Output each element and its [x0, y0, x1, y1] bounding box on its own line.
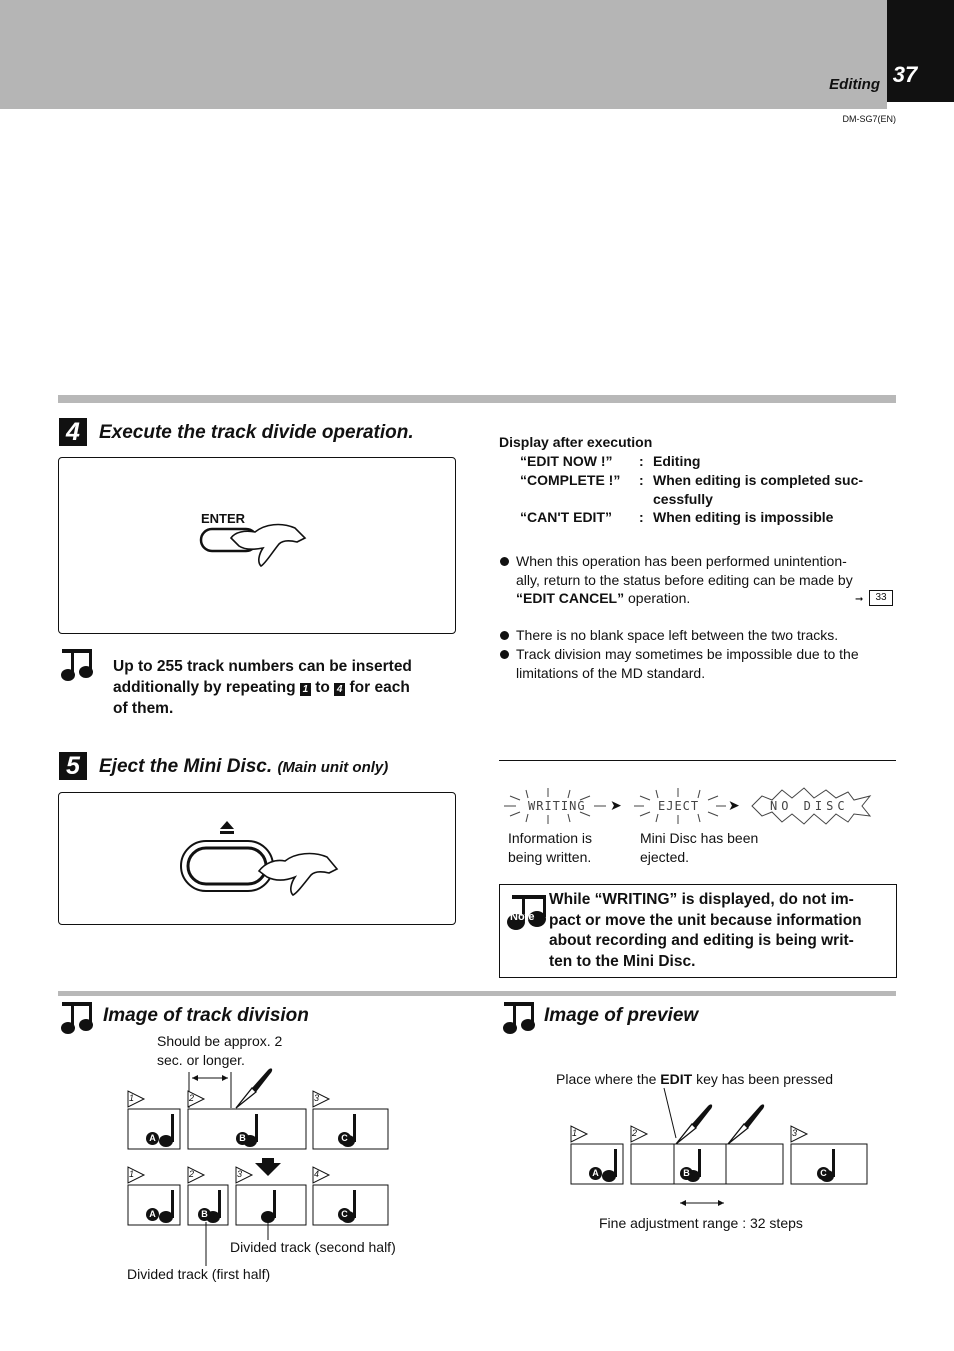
lcd-eject: EJECT	[658, 799, 700, 813]
bullet-3-line-2: limitations of the MD standard.	[516, 665, 706, 681]
track-number: 2	[189, 1093, 195, 1103]
step-4-number: 4	[59, 418, 87, 446]
display-meaning-3: When editing is impossible	[653, 509, 834, 525]
music-note-icon	[502, 1000, 536, 1036]
step-ref-4-badge: 4	[334, 683, 345, 696]
bullet-1-line-3: “EDIT CANCEL” operation.	[516, 590, 691, 606]
track-number: 2	[632, 1128, 638, 1138]
track-number: 1	[129, 1169, 135, 1179]
step-4-note: Up to 255 track numbers can be inserted additionally by repeating 1 to 4 for each of them.	[113, 658, 412, 717]
section-name: Editing	[829, 76, 880, 93]
page-number: 37	[892, 62, 918, 87]
eject-caption-2: ejected.	[640, 849, 690, 865]
page-ref-badge: 33	[869, 590, 893, 606]
display-sep-2: :	[639, 472, 644, 488]
preview-title: Image of preview	[544, 1005, 699, 1026]
writing-caption-1: Information is	[508, 830, 593, 846]
division-caption-top-1: Should be approx. 2	[157, 1033, 283, 1049]
track-letter-badge: A	[589, 1167, 602, 1180]
display-sep-1: :	[639, 453, 644, 469]
track-number: 1	[572, 1128, 578, 1138]
arrow-right-icon: ➤	[728, 797, 740, 813]
bullet-3-line-1: Track division may sometimes be impossible due to the	[516, 646, 859, 662]
display-meaning-1: Editing	[653, 453, 701, 469]
display-meaning-2: When editing is completed suc-	[653, 472, 864, 488]
track-number: 3	[237, 1169, 243, 1179]
eject-caption-1: Mini Disc has been	[640, 830, 759, 846]
bullet-1-line-1: When this operation has been performed unintention-	[516, 553, 847, 569]
track-letter-badge: A	[146, 1132, 159, 1145]
track-number: 3	[314, 1093, 320, 1103]
model-code: DM-SG7(EN)	[842, 114, 896, 124]
arrow-right-icon: ➤	[610, 797, 622, 813]
track-letter-badge: A	[146, 1208, 159, 1221]
division-title: Image of track division	[103, 1005, 309, 1026]
display-heading: Display after execution	[499, 434, 653, 450]
step-5-number: 5	[59, 752, 87, 780]
track-letter-badge: C	[338, 1132, 351, 1145]
lcd-no-disc: NO DISC	[770, 799, 849, 813]
track-letter-badge: B	[680, 1167, 693, 1180]
track-number: 1	[129, 1093, 135, 1103]
lcd-writing: WRITING	[528, 799, 586, 813]
display-code-1: “EDIT NOW !”	[520, 453, 613, 469]
fine-adjustment-caption: Fine adjustment range : 32 steps	[599, 1215, 803, 1231]
page-ref-arrow-icon: ➞	[855, 594, 864, 605]
track-number: 3	[792, 1128, 798, 1138]
note-badge-label: Note	[510, 911, 535, 923]
bullet-2: There is no blank space left between the two tracks.	[516, 627, 839, 643]
bullet-1-line-2: ally, return to the status before editing can be made by	[516, 572, 853, 588]
step-5-title: Eject the Mini Disc. (Main unit only)	[99, 756, 389, 777]
track-letter-badge: C	[817, 1167, 830, 1180]
track-letter-badge: C	[338, 1208, 351, 1221]
division-caption-top-2: sec. or longer.	[157, 1052, 245, 1068]
display-sep-3: :	[639, 509, 644, 525]
display-code-2: “COMPLETE !”	[520, 472, 621, 488]
display-code-3: “CAN'T EDIT”	[520, 509, 612, 525]
note-text: While “WRITING” is displayed, do not im- pact or move the unit because information about recording and editing is being writ- ten to the Mini Disc.	[549, 891, 862, 970]
track-number: 2	[189, 1169, 195, 1179]
display-meaning-2b: cessfully	[653, 491, 713, 507]
step-ref-1-badge: 1	[300, 683, 311, 696]
track-letter-badge: B	[236, 1132, 249, 1145]
divided-first-half-caption: Divided track (first half)	[127, 1266, 271, 1282]
track-number: 4	[314, 1169, 320, 1179]
track-letter-badge: B	[198, 1208, 211, 1221]
preview-caption-top: Place where the EDIT key has been pressed	[556, 1071, 834, 1087]
divided-second-half-caption: Divided track (second half)	[230, 1239, 396, 1255]
writing-caption-2: being written.	[508, 849, 592, 865]
enter-button-label: ENTER	[201, 511, 246, 526]
step-4-title: Execute the track divide operation.	[99, 422, 414, 443]
